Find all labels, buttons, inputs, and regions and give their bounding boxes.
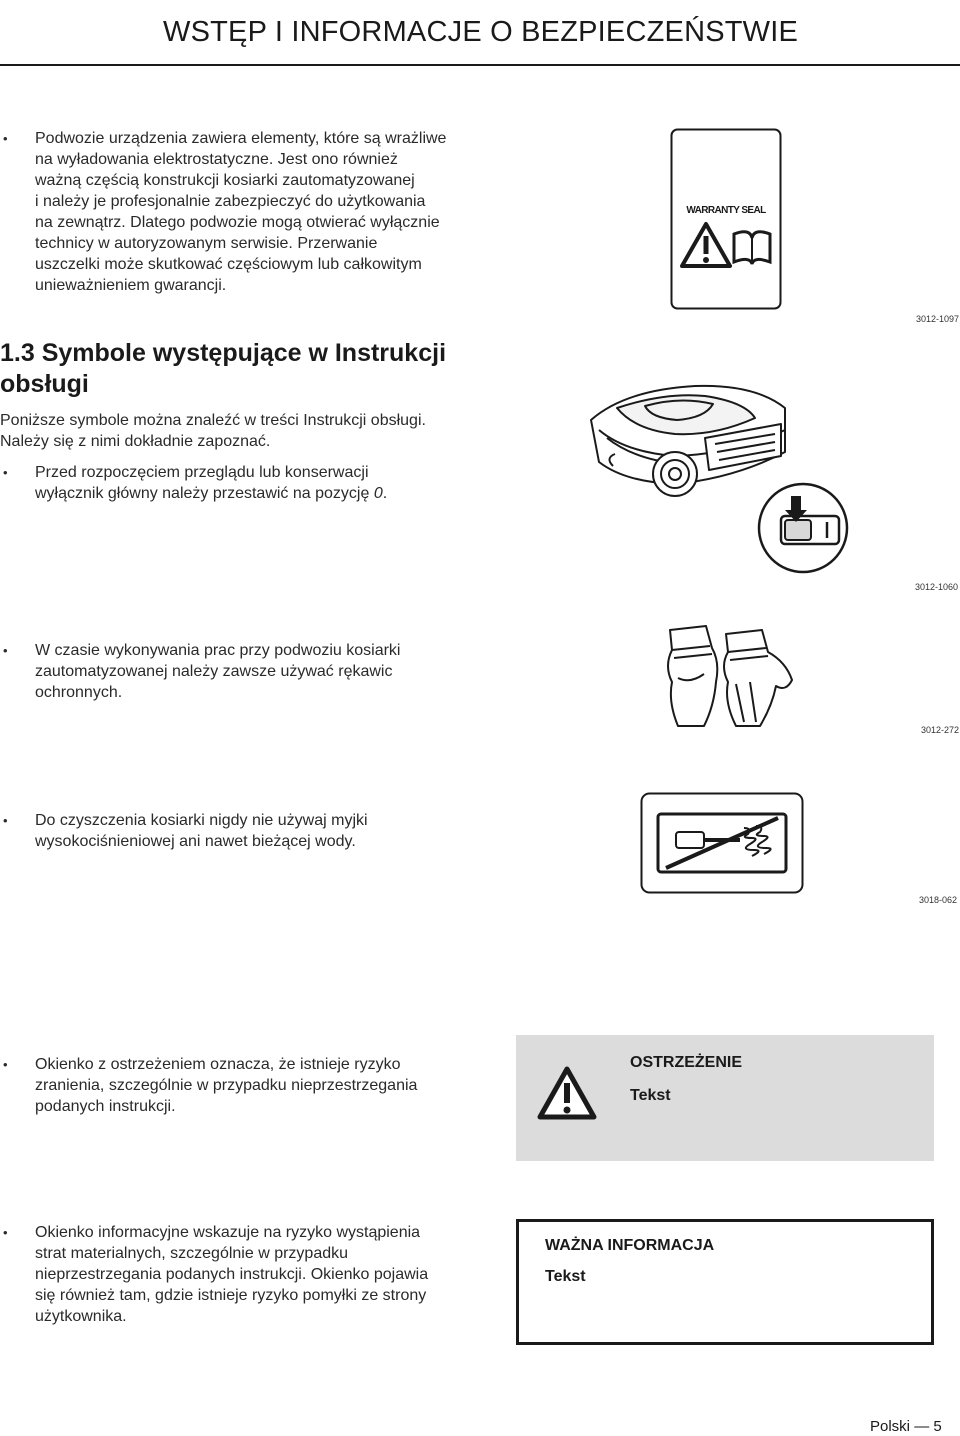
protective-gloves-icon — [668, 626, 792, 726]
manual-book-icon — [734, 232, 770, 264]
intro-line: unieważnieniem gwarancji. — [35, 277, 227, 294]
gloves-line: W czasie wykonywania prac przy podwoziu kosiarki — [35, 642, 401, 659]
page-footer — [870, 1418, 942, 1435]
intro-line: uszczelki może skutkować częściowym lub całkowitym — [35, 256, 422, 273]
warning-line: podanych instrukcji. — [35, 1098, 176, 1115]
warning-box-heading: OSTRZEŻENIE — [630, 1054, 743, 1071]
figure-caption: 3012-1060 — [915, 582, 959, 592]
intro-line: na zewnątrz. Dlatego podwozie mogą otwierać wyłącznie — [35, 214, 440, 231]
section-heading-line: obsługi — [0, 370, 89, 398]
warning-line: Okienko z ostrzeżeniem oznacza, że istnieje ryzyko — [35, 1056, 401, 1073]
figure-caption: 3018-062 — [919, 895, 958, 905]
warranty-seal-label: WARRANTY SEAL — [686, 205, 766, 216]
gloves-line: zautomatyzowanej należy zawsze używać rękawic — [35, 663, 393, 680]
washer-line: wysokociśnieniowej ani nawet bieżącej wody. — [35, 833, 356, 850]
intro-line: technicy w autoryzowanym serwisie. Przerwanie — [35, 235, 378, 252]
info-box-text: Tekst — [545, 1268, 586, 1285]
footer-language: Polski — [870, 1418, 911, 1435]
section-intro-line: Poniższe symbole można znaleźć w treści Instrukcji obsługi. — [0, 412, 426, 429]
page-number: 5 — [933, 1418, 942, 1435]
footer-separator: — — [914, 1418, 930, 1435]
robotic-mower-icon — [591, 386, 785, 496]
warning-box-text: Tekst — [630, 1087, 671, 1104]
intro-line: ważną częścią konstrukcji kosiarki zautomatyzowanej — [35, 172, 415, 189]
intro-bullet — [0, 128, 480, 296]
page-title: WSTĘP I INFORMACJE O BEZPIECZEŃSTWIE — [163, 16, 799, 48]
figure-caption: 3012-1097 — [916, 314, 960, 324]
gloves-line: ochronnych. — [35, 684, 123, 701]
switch-line: Przed rozpoczęciem przeglądu lub konserwacji — [35, 464, 369, 481]
mower-switch-figure — [585, 378, 870, 584]
info-line: Okienko informacyjne wskazuje na ryzyko wystąpienia — [35, 1224, 421, 1241]
info-line: użytkownika. — [35, 1308, 127, 1325]
switch-bullet — [0, 462, 490, 504]
info-bullet — [0, 1222, 490, 1327]
gloves-bullet — [0, 640, 490, 703]
page-header — [0, 0, 960, 66]
warning-triangle-icon — [536, 1065, 598, 1121]
intro-line: i należy je profesjonalnie zabezpieczyć do użytkowania — [35, 193, 426, 210]
switch-line: wyłącznik główny należy przestawić na pozycję — [35, 485, 374, 502]
intro-line: na wyładowania elektrostatyczne. Jest ono również — [35, 151, 398, 168]
warranty-seal-figure — [670, 128, 782, 310]
gloves-figure — [660, 622, 800, 732]
section-heading — [0, 338, 480, 400]
intro-line: Podwozie urządzenia zawiera elementy, które są wrażliwe — [35, 130, 447, 147]
info-line: nieprzestrzegania podanych instrukcji. Okienko pojawia — [35, 1266, 429, 1283]
warning-box — [516, 1035, 934, 1161]
important-info-box — [516, 1219, 934, 1345]
washer-line: Do czyszczenia kosiarki nigdy nie używaj myjki — [35, 812, 368, 829]
info-box-heading: WAŻNA INFORMACJA — [545, 1237, 715, 1254]
warning-line: zranienia, szczególnie w przypadku nieprzestrzegania — [35, 1077, 418, 1094]
section-intro — [0, 410, 490, 452]
pressure-washer-crossed-icon — [658, 814, 786, 872]
section-heading-line: 1.3 Symbole występujące w Instrukcji — [0, 339, 447, 367]
switch-position-value: 0 — [373, 485, 383, 502]
warning-bullet — [0, 1054, 490, 1117]
section-intro-line: Należy się z nimi dokładnie zapoznać. — [0, 433, 271, 450]
no-pressure-washer-figure — [640, 792, 804, 894]
info-line: się również tam, gdzie istnieje ryzyko pomyłki ze strony — [35, 1287, 427, 1304]
switch-line-end: . — [382, 485, 388, 502]
info-line: strat materialnych, szczególnie w przypadku — [35, 1245, 349, 1262]
figure-caption: 3012-272 — [921, 725, 960, 735]
washer-bullet — [0, 810, 490, 852]
main-switch-icon — [759, 484, 847, 572]
